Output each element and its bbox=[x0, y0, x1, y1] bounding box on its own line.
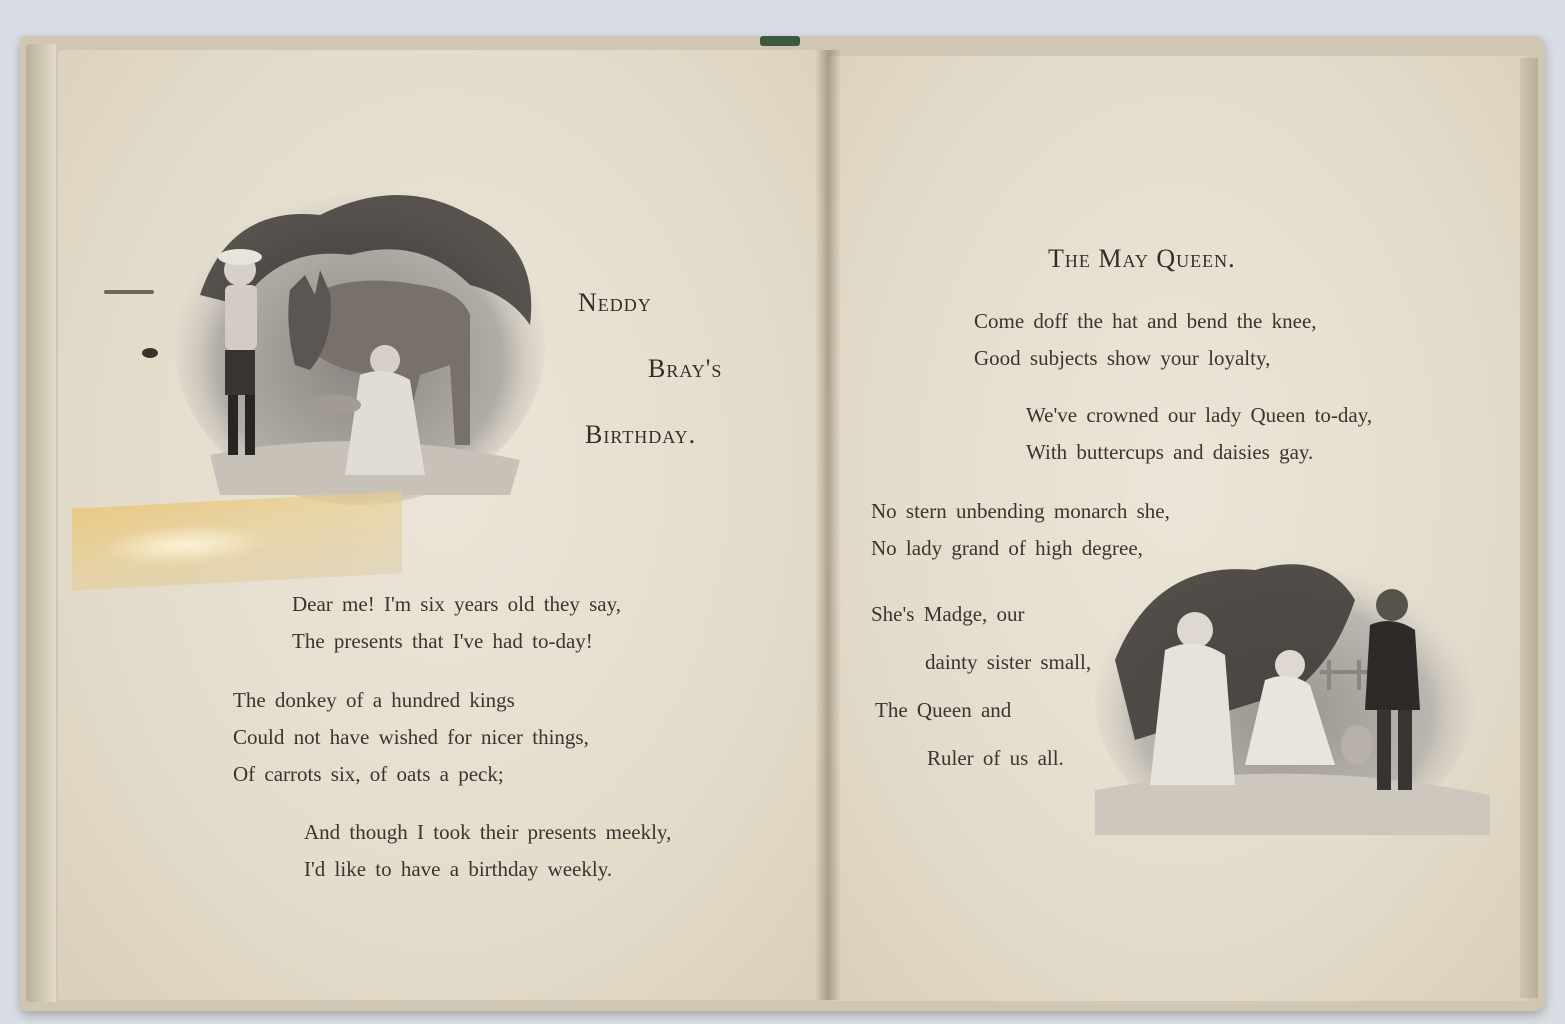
cover-edge bbox=[26, 44, 56, 1002]
verse-line: dainty sister small, bbox=[925, 650, 1092, 674]
may-queen-illustration bbox=[1095, 540, 1490, 835]
right-stanza-1 bbox=[974, 303, 1317, 377]
donkey-illustration bbox=[170, 175, 550, 505]
verse-line: With buttercups and daisies gay. bbox=[1026, 440, 1314, 464]
ink-stain bbox=[104, 290, 154, 294]
right-stanza-4 bbox=[871, 590, 1091, 782]
verse-line: Good subjects show your loyalty, bbox=[974, 346, 1271, 370]
verse-line: The donkey of a hundred kings bbox=[233, 688, 515, 712]
verse-line: Come doff the hat and bend the knee, bbox=[974, 309, 1317, 333]
right-stanza-2 bbox=[1026, 397, 1372, 471]
verse-line: The presents that I've had to-day! bbox=[292, 629, 593, 653]
poem-title-line-2: Bray's bbox=[648, 354, 723, 383]
book-gutter bbox=[815, 50, 841, 1000]
ink-stain bbox=[142, 348, 158, 358]
verse-line: Dear me! I'm six years old they say, bbox=[292, 592, 621, 616]
left-stanza-3 bbox=[304, 814, 671, 888]
verse-line: Ruler of us all. bbox=[927, 746, 1064, 770]
verse-line: No stern unbending monarch she, bbox=[871, 499, 1170, 523]
poem-title-line-1: Neddy bbox=[578, 288, 652, 317]
verse-line: Of carrots six, of oats a peck; bbox=[233, 762, 504, 786]
verse-line: I'd like to have a birthday weekly. bbox=[304, 857, 613, 881]
poem-title: The May Queen. bbox=[1048, 244, 1236, 273]
verse-line: We've crowned our lady Queen to-day, bbox=[1026, 403, 1373, 427]
verse-line: Could not have wished for nicer things, bbox=[233, 725, 589, 749]
page-block-edge bbox=[1520, 58, 1538, 998]
verse-line: She's Madge, our bbox=[871, 602, 1025, 626]
left-stanza-1 bbox=[292, 586, 621, 660]
spine-binding bbox=[760, 36, 800, 46]
verse-line: No lady grand of high degree, bbox=[871, 536, 1143, 560]
left-stanza-2 bbox=[233, 682, 589, 793]
verse-line: And though I took their presents meekly, bbox=[304, 820, 672, 844]
verse-line: The Queen and bbox=[875, 698, 1012, 722]
poem-title-line-3: Birthday. bbox=[585, 420, 697, 449]
